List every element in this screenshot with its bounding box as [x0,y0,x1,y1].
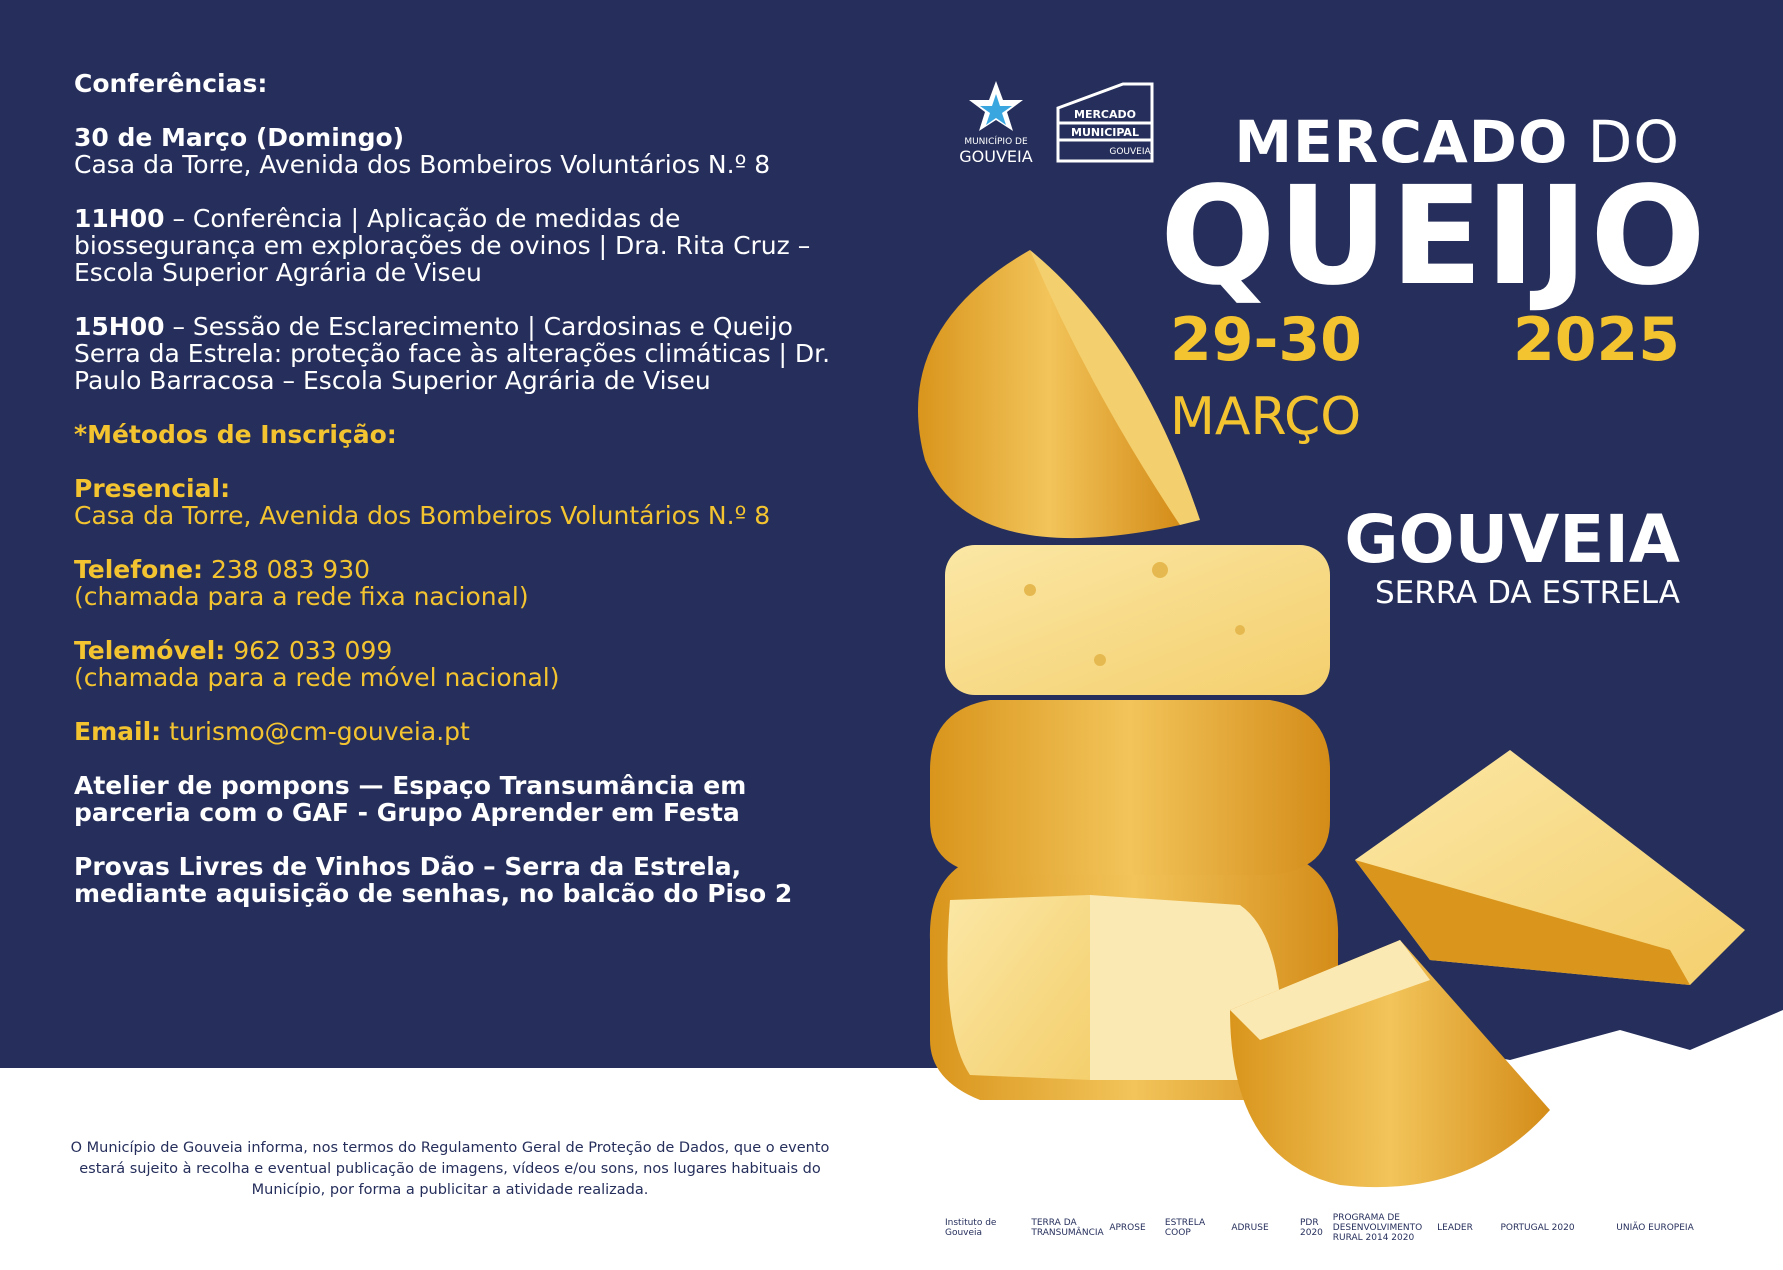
cheese-wheel-upper [945,545,1330,695]
market-line2: MUNICIPAL [1071,126,1139,139]
region-name: SERRA DA ESTRELA [1374,575,1680,611]
talk2-time: 15H00 [74,312,165,341]
municipio-small-text: MUNICÍPIO DE [964,137,1028,147]
cheese-half-wheel [918,250,1200,538]
email-link[interactable]: turismo@cm-gouveia.pt [161,717,470,746]
cheese-wheel-middle [930,700,1330,875]
telefone-value[interactable]: 238 083 930 [203,555,371,584]
cheese-illustration [910,240,1770,1200]
cheese-wedge-right [1355,750,1745,985]
partner-logo-instituto: Instituto de Gouveia [945,1218,997,1238]
star-icon [969,81,1023,131]
email-label: Email: [74,717,162,746]
organizer-logos [955,78,1195,182]
conference-info [74,70,854,934]
partner-logo-pdr: PDR 2020 [1300,1218,1323,1238]
talk2-text: – Sessão de Esclarecimento | Cardosinas e Queijo Serra da Estrela: proteção face às alterações climáticas | Dr. Paulo Barracosa – Escola Superior Agrária de Viseu [74,312,831,395]
day-title: 30 de Março (Domingo) [74,123,405,152]
conferences-heading: Conferências: [74,69,268,98]
logos-svg [955,78,1195,178]
atelier-text: Atelier de pompons — Espaço Transumância em parceria com o GAF - Grupo Aprender em Festa [74,771,747,827]
presencial-label: Presencial: [74,474,231,503]
partner-logo-leader: LEADER [1437,1223,1473,1233]
telefone-label: Telefone: [74,555,204,584]
partner-logo-portugal2020: PORTUGAL 2020 [1500,1223,1575,1233]
partner-logos [945,1210,1715,1250]
title-do: DO [1568,108,1680,176]
talk1-time: 11H00 [74,204,165,233]
title-mercado: MERCADO [1234,108,1569,176]
event-year: 2025 [1513,305,1680,375]
telemovel-note: (chamada para a rede móvel nacional) [74,663,560,692]
municipio-name-text: GOUVEIA [959,147,1033,166]
telefone-note: (chamada para a rede fixa nacional) [74,582,529,611]
provas-text: Provas Livres de Vinhos Dão – Serra da Estrela, mediante aquisição de senhas, no balcão do Piso 2 [74,852,793,908]
registration-heading: *Métodos de Inscrição: [74,420,397,449]
talk1-text: – Conferência | Aplicação de medidas de biossegurança em explorações de ovinos | Dra. Rita Cruz – Escola Superior Agrária de Viseu [74,204,811,287]
partner-logo-estrela: ESTRELA COOP [1164,1218,1206,1238]
partner-logo-eu: UNIÃO EUROPEIA [1616,1223,1694,1233]
partner-logo-aprose: APROSE [1109,1223,1146,1233]
partner-logo-adruse: ADRUSE [1231,1223,1269,1233]
partner-logo-programa: PROGRAMA DE DESENVOLVIMENTO RURAL 2014 2020 [1332,1213,1423,1243]
market-line1: MERCADO [1074,108,1136,121]
venue-text: Casa da Torre, Avenida dos Bombeiros Voluntários N.º 8 [74,150,771,179]
telemovel-value[interactable]: 962 033 099 [225,636,393,665]
title-queijo: QUEIJO [1160,158,1708,316]
telemovel-label: Telemóvel: [74,636,226,665]
event-month: MARÇO [1170,387,1362,447]
privacy-notice: O Município de Gouveia informa, nos termos do Regulamento Geral de Proteção de Dados, que o evento estará sujeito à recolha e eventual publicação de imagens, vídeos e/ou sons, nos lugares habituais do Município, por forma a publicitar a atividade realizada. [70,1140,830,1198]
presencial-value: Casa da Torre, Avenida dos Bombeiros Voluntários N.º 8 [74,501,771,530]
market-line3: GOUVEIA [1109,147,1151,157]
date-range: 29-30 [1170,305,1362,375]
city-name: GOUVEIA [1344,501,1680,578]
partner-logo-transumancia: TERRA DA TRANSUMÂNCIA [1031,1218,1104,1238]
